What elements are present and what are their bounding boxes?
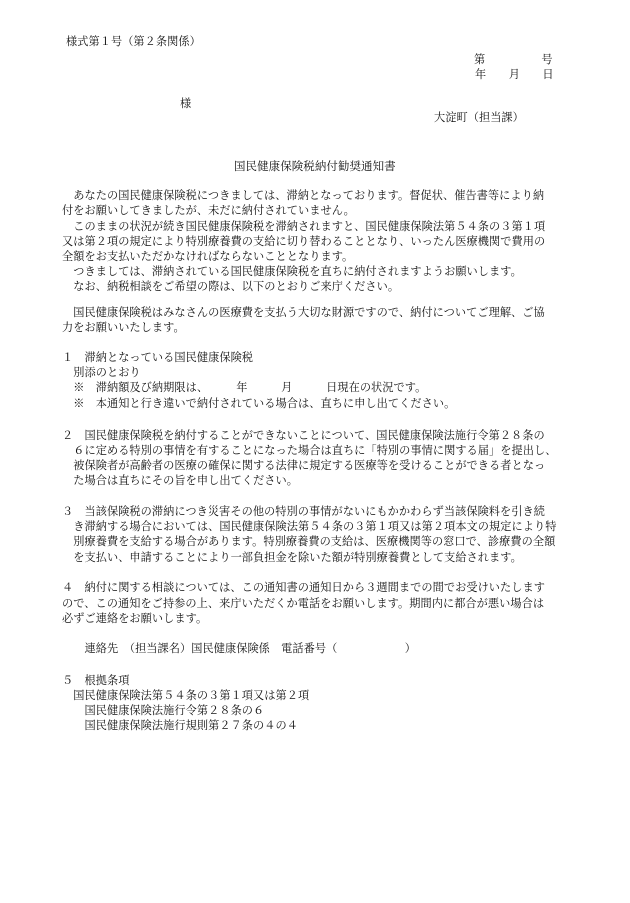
section-line: ５ 根拠条項 (62, 674, 130, 687)
section-line: ６に定める特別の事情を有することになった場合は直ちに「特別の事情に関する届」を提出し、 (62, 444, 557, 457)
document-title: 国民健康保険税納付勧奨通知書 (234, 159, 396, 173)
intro-line: つきましては、滞納されている国民健康保険税を直ちに納付されますようお願いします。 (62, 265, 522, 278)
intro-line: なお、納税相談をご希望の際は、以下のとおりご来庁ください。 (62, 280, 400, 293)
section-line: 国民健康保険法施行令第２８条の６ (62, 704, 265, 717)
form-number: 様式第１号（第２条関係） (66, 35, 201, 48)
intro-line: 付をお願いしてきましたが、未だに納付されていません。 (62, 204, 355, 217)
purpose-line: 力をお願いいたします。 (62, 321, 185, 334)
section-line: ので、この通知をご持参の上、来庁いただくか電話をお願いします。期間内に都合が悪い場合は (62, 597, 545, 610)
intro-line: 又は第２項の規定により特別療養費の支給に切り替わることとなり、いったん医療機関で費用の (62, 235, 546, 248)
number-label: 第 号 (474, 53, 553, 66)
section-line: 被保険者が高齢者の医療の確保に関する法律に規定する医療等を受けることができる者となっ (62, 459, 546, 472)
section-line: ※ 本通知と行き違いで納付されている場合は、直ちに申し出てください。 (62, 397, 456, 410)
intro-line: あなたの国民健康保険税につきましては、滞納となっております。督促状、催告書等により納 (62, 189, 545, 202)
intro-line: 全額をお支払いただかなければならないこととなります。 (62, 250, 354, 263)
section-line: き滞納する場合においては、国民健康保険法第５４条の３第１項又は第２項本文の規定により特 (62, 520, 557, 533)
section-line: ※ 滞納額及び納期限は、 年 月 日現在の状況です。 (62, 381, 427, 394)
section-line: ３ 当該保険税の滞納につき災害その他の特別の事情がないにもかかわらず当該保険料を引き続 (62, 505, 545, 518)
section-line: 別療養費を支給する場合があります。特別療養費の支給は、医療機関等の窓口で、診療費の全額 (62, 535, 556, 548)
section-line: ４ 納付に関する相談については、この通知書の通知日から３週間までの間でお受けいたします (62, 581, 545, 594)
section-line: 必ずご連絡をお願いします。 (62, 612, 208, 625)
section-line: た場合は直ちにその旨を申し出てください。 (62, 474, 298, 487)
section-line: を支払い、申請することにより一部負担金を除いた額が特別療養費として支給されます。 (62, 551, 522, 564)
recipient-suffix: 様 (180, 97, 192, 110)
intro-line: このままの状況が続き国民健康保険税を滞納されますと、国民健康保険法第５４条の３第１項 (62, 220, 546, 233)
sender: 大淀町（担当課） (434, 111, 524, 124)
section-line: 国民健康保険法施行規則第２７条の４の４ (62, 719, 298, 732)
section-line: 別添のとおり (62, 366, 141, 379)
contact-line: 連絡先 （担当課名）国民健康保険係 電話番号（ ） (62, 642, 417, 655)
section-line: １ 滞納となっている国民健康保険税 (62, 351, 254, 364)
section-line: ２ 国民健康保険税を納付することができないことについて、国民健康保険法施行令第２８条の (62, 429, 545, 442)
section-line: 国民健康保険法第５４条の３第１項又は第２項 (62, 689, 310, 702)
purpose-line: 国民健康保険税はみなさんの医療費を支払う大切な財源ですので、納付についてご理解、ご協 (62, 306, 545, 319)
date-label: 年 月 日 (475, 68, 554, 81)
